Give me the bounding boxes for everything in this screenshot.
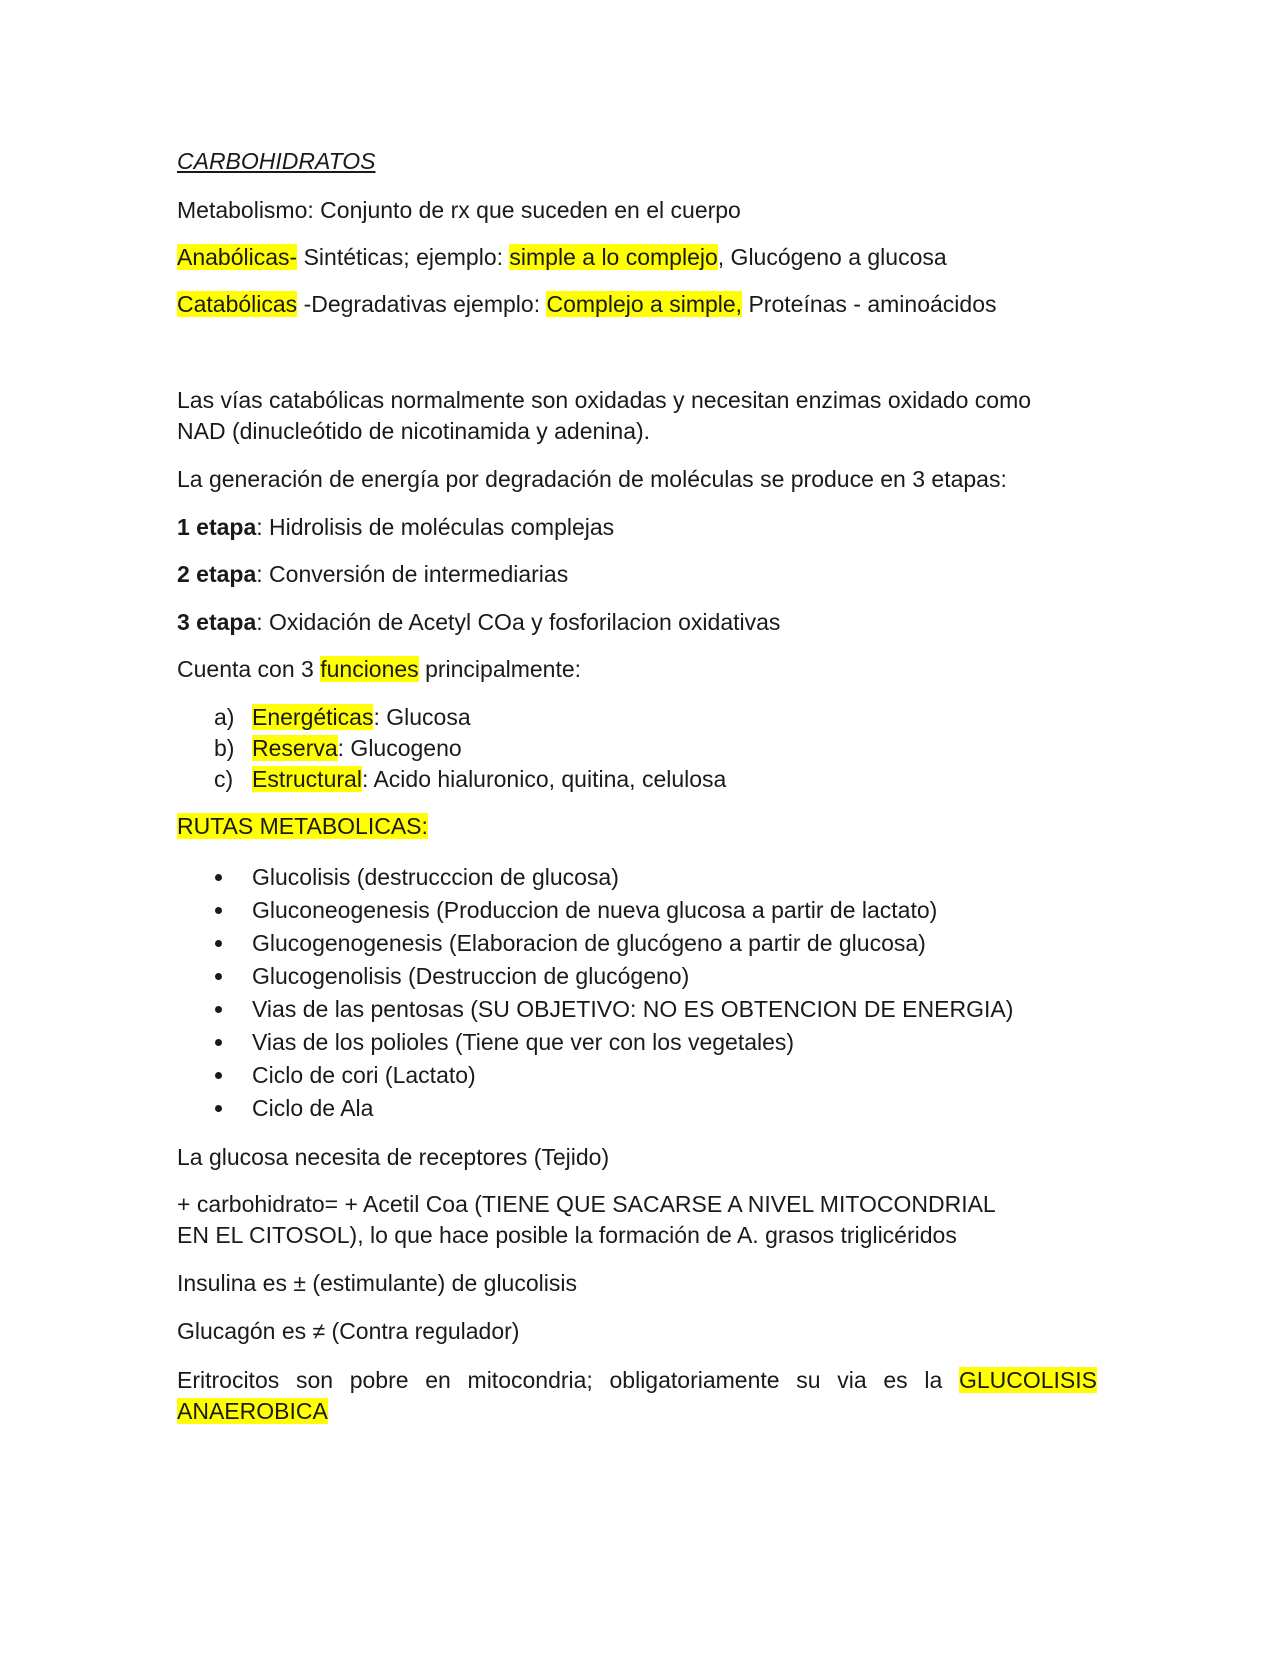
rutas-heading	[177, 813, 1097, 840]
ruta-item: Ciclo de Ala	[252, 1095, 374, 1121]
rutas-heading-text: RUTAS METABOLICAS:	[177, 813, 428, 839]
catabolicas-highlight: Complejo a simple,	[546, 291, 743, 317]
carbohidrato-line-2: EN EL CITOSOL), lo que hace posible la formación de A. grasos triglicéridos	[177, 1222, 957, 1248]
catabolicas-line	[177, 291, 1097, 318]
funcion-text: : Glucosa	[373, 704, 471, 730]
funciones-intro	[177, 656, 1097, 683]
etapa-text: : Hidrolisis de moléculas complejas	[256, 514, 615, 540]
anabolicas-example: , Glucógeno a glucosa	[717, 244, 947, 270]
funciones-intro-highlight: funciones	[320, 656, 419, 682]
ruta-item: Gluconeogenesis (Produccion de nueva glucosa a partir de lactato)	[252, 897, 938, 923]
etapa-1	[177, 514, 1097, 541]
etapa-2	[177, 561, 1097, 588]
list-marker: b)	[214, 735, 235, 761]
ruta-item: Vias de las pentosas (SU OBJETIVO: NO ES OBTENCION DE ENERGIA)	[252, 996, 1014, 1022]
catabolicas-term: Catabólicas	[177, 291, 298, 317]
insulina-line: Insulina es ± (estimulante) de glucolisis	[177, 1270, 577, 1296]
anabolicas-text: Sintéticas; ejemplo:	[297, 244, 510, 270]
ruta-item: Glucogenolisis (Destruccion de glucógeno)	[252, 963, 690, 989]
etapa-label: 1 etapa	[177, 514, 257, 540]
funcion-item	[252, 704, 471, 731]
bullet-icon	[215, 1006, 222, 1013]
carbohidrato-line-1: + carbohidrato= + Acetil Coa (TIENE QUE SACARSE A NIVEL MITOCONDRIAL	[177, 1191, 996, 1217]
ruta-item: Vias de los polioles (Tiene que ver con los vegetales)	[252, 1029, 795, 1055]
funciones-intro-pre: Cuenta con 3	[177, 656, 321, 682]
funcion-item	[252, 766, 726, 793]
list-marker: a)	[214, 704, 235, 730]
funcion-item	[252, 735, 462, 762]
anabolicas-term: Anabólicas-	[177, 244, 298, 270]
metabolismo-definition: Metabolismo: Conjunto de rx que suceden en el cuerpo	[177, 197, 741, 223]
etapa-3	[177, 609, 1097, 636]
etapa-text: : Oxidación de Acetyl COa y fosforilacion oxidativas	[256, 609, 781, 635]
eritrocitos-paragraph	[177, 1365, 1097, 1427]
ruta-item: Glucolisis (destrucccion de glucosa)	[252, 864, 619, 890]
funcion-term: Estructural	[252, 766, 362, 792]
funcion-term: Reserva	[252, 735, 338, 761]
funcion-term: Energéticas	[252, 704, 374, 730]
eritrocitos-highlight: GLUCOLISIS ANAEROBICA	[177, 1367, 1097, 1424]
bullet-icon	[215, 973, 222, 980]
funcion-text: : Acido hialuronico, quitina, celulosa	[361, 766, 727, 792]
vias-paragraph-line-1: Las vías catabólicas normalmente son oxidadas y necesitan enzimas oxidado como	[177, 387, 1032, 413]
document-title: CARBOHIDRATOS	[177, 148, 376, 174]
catabolicas-example: Proteínas - aminoácidos	[742, 291, 997, 317]
etapa-label: 3 etapa	[177, 609, 257, 635]
bullet-icon	[215, 1072, 222, 1079]
catabolicas-text: -Degradativas ejemplo:	[297, 291, 547, 317]
glucosa-receptores: La glucosa necesita de receptores (Tejido)	[177, 1144, 610, 1170]
funcion-text: : Glucogeno	[337, 735, 462, 761]
bullet-icon	[215, 1039, 222, 1046]
bullet-icon	[215, 907, 222, 914]
funciones-intro-post: principalmente:	[418, 656, 582, 682]
generacion-paragraph: La generación de energía por degradación de moléculas se produce en 3 etapas:	[177, 466, 1007, 492]
vias-paragraph-line-2: NAD (dinucleótido de nicotinamida y adenina).	[177, 418, 651, 444]
bullet-icon	[215, 1105, 222, 1112]
ruta-item: Ciclo de cori (Lactato)	[252, 1062, 476, 1088]
anabolicas-highlight: simple a lo complejo	[509, 244, 718, 270]
etapa-text: : Conversión de intermediarias	[256, 561, 569, 587]
eritrocitos-text: Eritrocitos son pobre en mitocondria; obligatoriamente su via es la	[177, 1367, 959, 1393]
bullet-icon	[215, 874, 222, 881]
glucagon-line: Glucagón es ≠ (Contra regulador)	[177, 1318, 520, 1344]
etapa-label: 2 etapa	[177, 561, 257, 587]
ruta-item: Glucogenogenesis (Elaboracion de glucógeno a partir de glucosa)	[252, 930, 926, 956]
anabolicas-line	[177, 244, 1097, 271]
bullet-icon	[215, 940, 222, 947]
list-marker: c)	[214, 766, 234, 792]
